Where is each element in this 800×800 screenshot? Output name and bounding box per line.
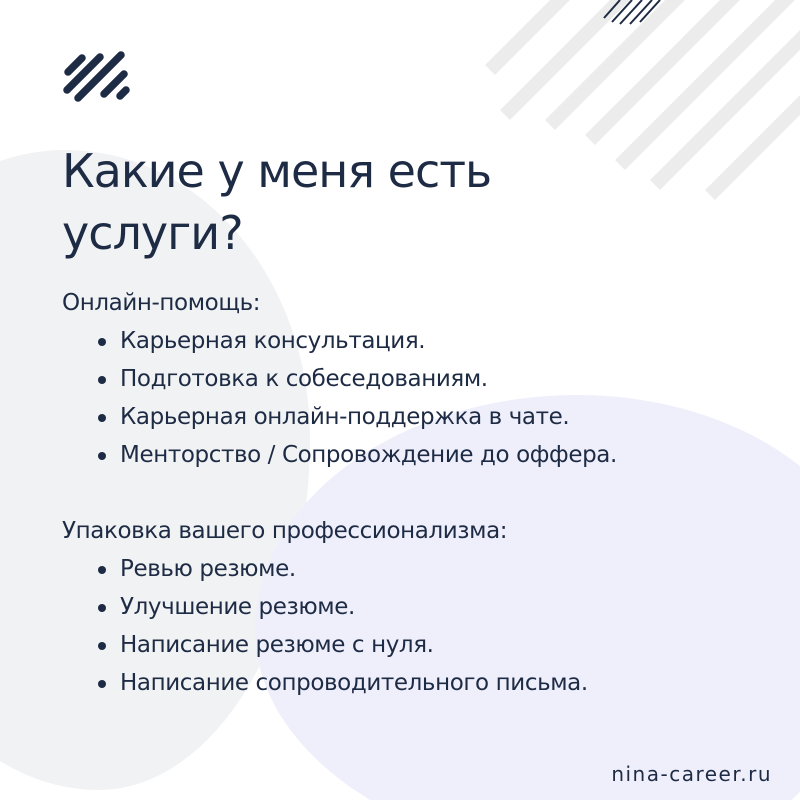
service-list [62, 550, 616, 702]
site-url: nina-career.ru [611, 762, 772, 786]
list-item: Написание сопроводительного письма. [96, 664, 616, 702]
title-line-2: услуги? [62, 206, 243, 260]
section-heading: Онлайн-помощь: [62, 290, 261, 316]
diagonal-slashes-logo-icon [62, 48, 132, 104]
list-item: Ревью резюме. [96, 550, 616, 588]
section-professional-packaging [62, 512, 782, 702]
service-list [62, 322, 782, 474]
list-item: Карьерная консультация. [96, 322, 782, 360]
section-online-help [62, 284, 782, 474]
list-item: Улучшение резюме. [96, 588, 616, 626]
list-item: Карьерная онлайн-поддержка в чате. [96, 398, 782, 436]
section-spacer [62, 474, 782, 512]
hatch-icon [590, 0, 670, 30]
title-line-1: Какие у меня есть [62, 144, 492, 198]
services-content [62, 284, 782, 702]
list-item: Менторство / Сопровождение до оффера. [96, 436, 782, 474]
list-item: Написание резюме с нуля. [96, 626, 616, 664]
section-heading: Упаковка вашего профессионализма: [62, 518, 508, 544]
page-title [62, 140, 622, 264]
list-item: Подготовка к собеседованиям. [96, 360, 782, 398]
